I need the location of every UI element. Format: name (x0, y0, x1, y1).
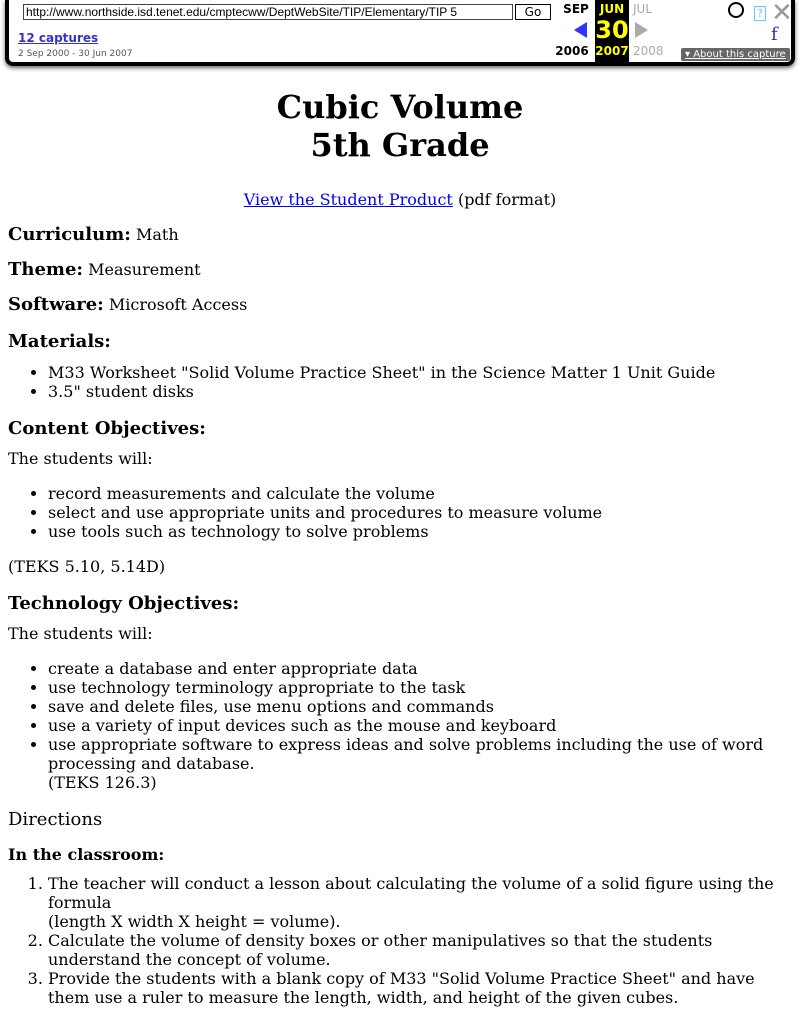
prev-arrow-icon[interactable] (574, 22, 587, 38)
steps-list (8, 874, 792, 1007)
current-month: JUN (599, 2, 625, 16)
list-item: • 3.5" student disks (48, 382, 792, 401)
curriculum-label: Curriculum: (8, 224, 131, 245)
list-item: • M33 Worksheet "Solid Volume Practice Sheet" in the Science Matter 1 Unit Guide (48, 363, 792, 382)
list-item: • create a database and enter appropriate data (48, 659, 792, 678)
directions-heading: Directions (8, 809, 103, 830)
next-year: 2008 (633, 44, 664, 58)
content-objectives-list (8, 484, 792, 541)
capture-range: 2 Sep 2000 - 30 Jun 2007 (18, 49, 133, 59)
software-label: Software: (8, 294, 104, 315)
technology-objectives-heading: Technology Objectives: (8, 593, 240, 614)
page-content (0, 88, 800, 1007)
technology-objectives-list (8, 659, 792, 792)
captures-link[interactable]: 12 captures (18, 31, 99, 45)
url-input[interactable]: http://www.northside.isd.tenet.edu/cmptecww/DeptWebSite/TIP/Elementary/TIP 5 (23, 4, 513, 20)
teks-content: (TEKS 5.10, 5.14D) (8, 557, 166, 576)
help-icon[interactable]: ? (754, 6, 766, 21)
list-item: • use appropriate software to express ideas and solve problems including the use of word processing and database. (TEKS 126.3) (48, 735, 792, 792)
wayback-toolbar (5, 0, 795, 66)
materials-heading: Materials: (8, 331, 111, 352)
prev-month[interactable]: SEP (563, 2, 589, 16)
next-arrow-icon (635, 22, 648, 38)
content-objectives-heading: Content Objectives: (8, 418, 206, 439)
list-item: • select and use appropriate units and procedures to measure volume (48, 503, 792, 522)
go-button[interactable]: Go (515, 4, 551, 20)
about-capture-button[interactable]: ▾ About this capture (681, 48, 790, 61)
student-product-link[interactable]: View the Student Product (243, 190, 453, 209)
curriculum-value: Math (130, 225, 179, 244)
page-title: Cubic Volume 5th Grade (276, 88, 524, 164)
list-item: • use tools such as technology to solve problems (48, 522, 792, 541)
facebook-icon[interactable]: f (771, 24, 778, 45)
pdf-note: (pdf format) (452, 190, 557, 209)
theme-label: Theme: (8, 259, 84, 280)
teks-technology: (TEKS 126.3) (48, 773, 157, 792)
theme-value: Measurement (83, 260, 201, 279)
list-item: 3. Provide the students with a blank copy of M33 "Solid Volume Practice Sheet" and have them use a ruler to measure the length, width, and height of the given cubes. (48, 969, 792, 1007)
current-day: 30 (595, 16, 629, 44)
circle-icon[interactable] (728, 2, 744, 18)
close-icon[interactable]: ✕ (771, 0, 793, 28)
next-month: JUL (633, 2, 653, 16)
materials-list (8, 363, 792, 401)
students-will-text: The students will: (8, 624, 153, 643)
list-item: • save and delete files, use menu options and commands (48, 697, 792, 716)
list-item: • use technology terminology appropriate to the task (48, 678, 792, 697)
list-item: 1. The teacher will conduct a lesson about calculating the volume of a solid figure using the formula (length X width X height = volume). (48, 874, 792, 931)
list-item: 2. Calculate the volume of density boxes or other manipulatives so that the students understand the concept of volume. (48, 931, 792, 969)
software-value: Microsoft Access (103, 295, 248, 314)
list-item: • use a variety of input devices such as the mouse and keyboard (48, 716, 792, 735)
list-item: • record measurements and calculate the volume (48, 484, 792, 503)
classroom-heading: In the classroom: (8, 845, 165, 864)
current-year: 2007 (595, 44, 629, 58)
prev-year[interactable]: 2006 (555, 44, 589, 58)
students-will-text: The students will: (8, 449, 153, 468)
